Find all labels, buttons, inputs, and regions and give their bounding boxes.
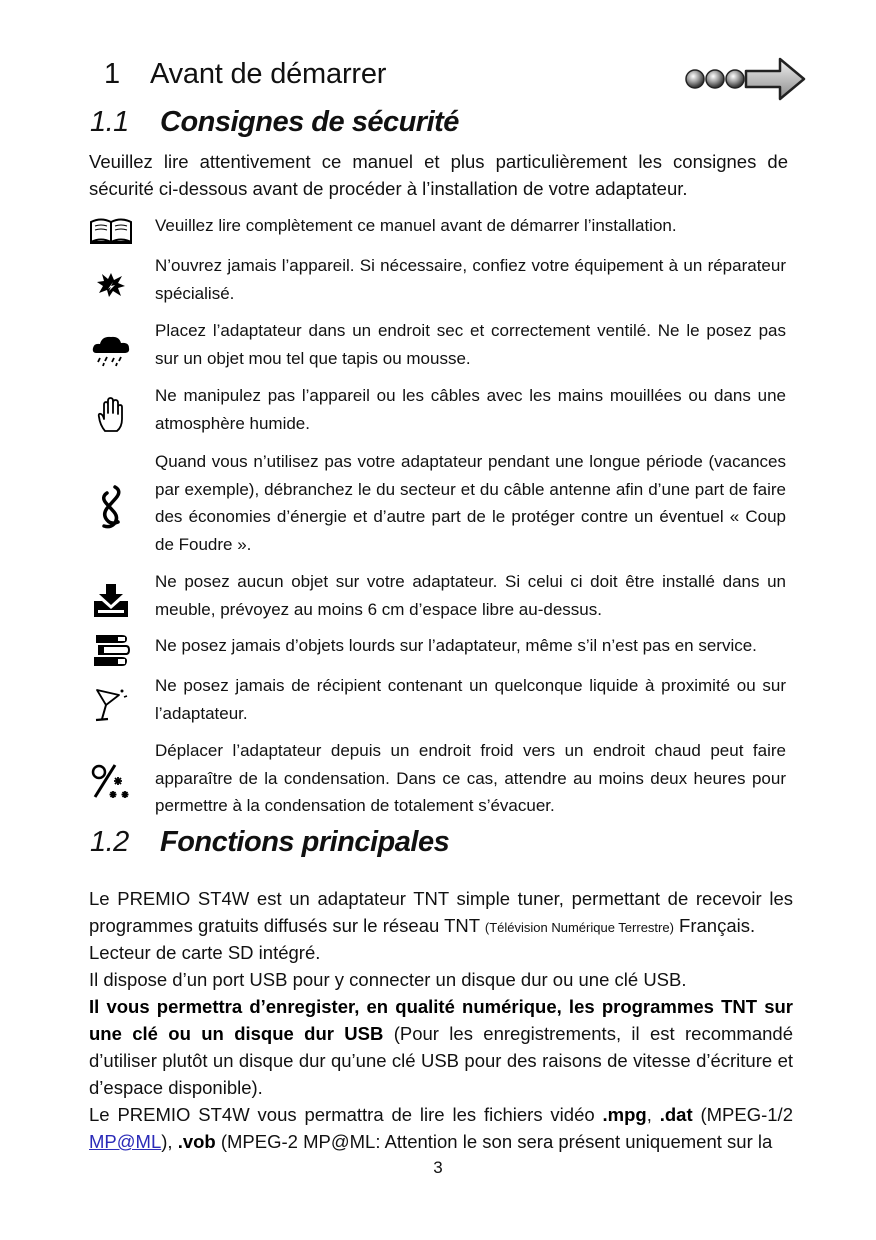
electric-shock-icon: [89, 266, 133, 304]
recording-feature-text: Il vous permettra d’enregister, en qualité numérique, les programmes TNT sur une clé ou un disque dur USB: [89, 996, 793, 1044]
functions-text: ,: [646, 1104, 660, 1125]
functions-text: Le PREMIO ST4W vous permattra de lire les fichiers vidéo: [89, 1104, 603, 1125]
open-book-icon: [89, 212, 133, 250]
functions-paragraph-5: [89, 1101, 793, 1155]
functions-text: ),: [161, 1131, 178, 1152]
safety-item-text: Quand vous n’utilisez pas votre adaptateur pendant une longue période (vacances par exemple), débranchez le du secteur et du câble antenne afin d’une part de faire des économies d’énergie et d’autre part de le protéger contre un éventuel « Coup de Foudre ».: [155, 452, 786, 554]
safety-item-text: Ne posez aucun objet sur votre adaptateur. Si celui ci doit être installé dans un meuble, prévoyez au moins 6 cm d’espace libre au-dessus.: [155, 572, 786, 619]
mp-ml-link[interactable]: MP@ML: [89, 1131, 162, 1152]
section-1-2-heading: [90, 826, 449, 859]
format-mpg: .mpg: [602, 1104, 647, 1125]
section-1-heading: [104, 58, 386, 91]
functions-text: (Pour les enregistrements, il est recommandé d’utiliser plutôt un disque dur qu’une clé USB pour des raisons de vitesse d’écriture et d’espace disponible).: [89, 1023, 793, 1098]
safety-item-text: Déplacer l’adaptateur depuis un endroit froid vers un endroit chaud peut faire apparaître de la condensation. Dans ce cas, attendre au moins deux heures pour permettre à la condensation de totalement s’évacuer.: [155, 741, 786, 815]
format-vob: .vob: [177, 1131, 216, 1152]
functions-text: Français.: [673, 915, 756, 936]
safety-item-text: Ne posez jamais d’objets lourds sur l’adaptateur, même s’il n’est pas en service.: [155, 636, 757, 655]
safety-item-text: Ne manipulez pas l’appareil ou les câbles avec les mains mouillées ou dans une atmosphère humide.: [155, 386, 786, 433]
safety-item-text: N’ouvrez jamais l’appareil. Si nécessaire, confiez votre équipement à un réparateur spécialisé.: [155, 256, 786, 303]
section-1-1-title: Consignes de sécurité: [160, 106, 459, 138]
unplug-icon: [89, 488, 133, 526]
book-stack-icon: [89, 632, 133, 670]
functions-paragraph-3: Il dispose d’un port USB pour y connecter un disque dur ou une clé USB.: [89, 969, 687, 990]
page-number: 3: [433, 1158, 443, 1177]
next-arrow-icon: [684, 54, 808, 104]
humidity-frost-icon: [89, 762, 133, 800]
hand-icon: [89, 396, 133, 434]
functions-paragraph-1: [89, 885, 793, 941]
functions-paragraph-2: Lecteur de carte SD intégré.: [89, 942, 321, 963]
safety-item-text: Veuillez lire complètement ce manuel avant de démarrer l’installation.: [155, 216, 677, 235]
intro-paragraph: Veuillez lire attentivement ce manuel et plus particulièrement les consignes de sécurité ci-dessous avant de procéder à l’installation de votre adaptateur.: [89, 151, 788, 199]
section-1-number: 1: [104, 58, 120, 90]
section-1-1-heading: [90, 106, 459, 139]
format-dat: .dat: [659, 1104, 693, 1125]
functions-text: (MPEG-1/2: [692, 1104, 793, 1125]
rain-cloud-icon: [89, 331, 133, 369]
cocktail-glass-icon: [89, 686, 133, 724]
functions-text: Le PREMIO ST4W est un adaptateur TNT simple tuner, permettant de recevoir les programmes gratuits diffusés sur le réseau TNT: [89, 888, 793, 936]
section-1-title: Avant de démarrer: [150, 58, 387, 90]
functions-text: (MPEG-2 MP@ML: Attention le son sera présent uniquement sur la: [215, 1131, 773, 1152]
section-1-1-number: 1.1: [90, 106, 129, 138]
safety-item-text: Ne posez jamais de récipient contenant un quelconque liquide à proximité ou sur l’adaptateur.: [155, 676, 786, 723]
tray-down-icon: [89, 582, 133, 620]
safety-item-text: Placez l’adaptateur dans un endroit sec et correctement ventilé. Ne le posez pas sur un objet mou tel que tapis ou mousse.: [155, 321, 786, 368]
functions-paragraph-4: [89, 993, 793, 1101]
section-1-2-number: 1.2: [90, 826, 129, 858]
section-1-2-title: Fonctions principales: [160, 826, 450, 858]
tnt-expansion: (Télévision Numérique Terrestre): [484, 920, 674, 935]
